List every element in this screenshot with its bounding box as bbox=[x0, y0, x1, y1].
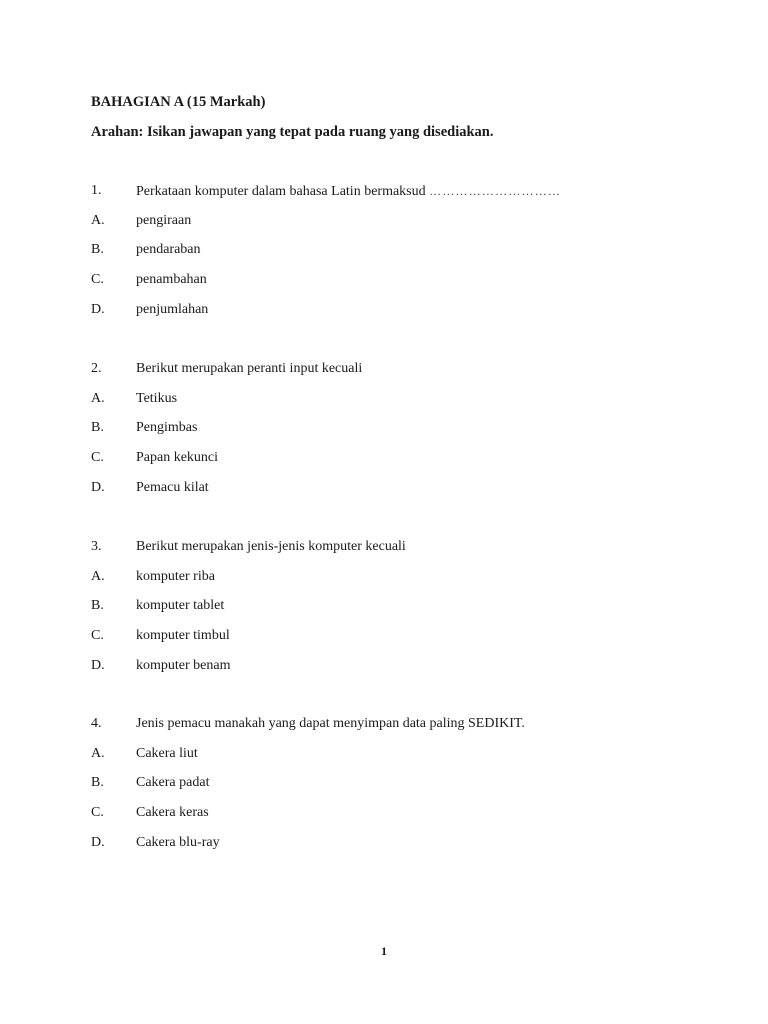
option-letter: D. bbox=[91, 834, 105, 850]
option-text: Pemacu kilat bbox=[136, 479, 209, 495]
option-letter: A. bbox=[91, 568, 105, 584]
option-letter: B. bbox=[91, 420, 104, 436]
question-text bbox=[136, 182, 561, 201]
question-stem bbox=[91, 182, 731, 212]
option-d bbox=[91, 479, 731, 509]
option-a bbox=[91, 745, 731, 775]
option-letter: D. bbox=[91, 479, 105, 495]
option-c bbox=[91, 449, 731, 479]
option-letter: C. bbox=[91, 272, 104, 288]
option-c bbox=[91, 271, 731, 301]
question-stem-text: Perkataan komputer dalam bahasa Latin bermaksud bbox=[136, 184, 426, 199]
option-text: Cakera keras bbox=[136, 805, 209, 821]
option-d bbox=[91, 301, 731, 331]
option-text: Pengimbas bbox=[136, 420, 198, 436]
question-number: 4. bbox=[91, 716, 102, 731]
question-stem bbox=[91, 360, 731, 390]
option-a bbox=[91, 390, 731, 420]
option-a bbox=[91, 568, 731, 598]
question-stem bbox=[91, 715, 731, 745]
question-1 bbox=[91, 182, 731, 330]
option-d bbox=[91, 657, 731, 687]
option-b bbox=[91, 419, 731, 449]
option-c bbox=[91, 627, 731, 657]
option-text: Cakera blu-ray bbox=[136, 834, 220, 850]
option-letter: A. bbox=[91, 745, 105, 761]
question-stem bbox=[91, 538, 731, 568]
option-text: komputer benam bbox=[136, 657, 231, 673]
option-letter: B. bbox=[91, 598, 104, 614]
option-text: pendaraban bbox=[136, 242, 201, 258]
option-text: pengiraan bbox=[136, 212, 192, 228]
option-a bbox=[91, 212, 731, 242]
answer-blank: ………………………… bbox=[429, 184, 562, 198]
question-4 bbox=[91, 715, 731, 863]
question-text: Berikut merupakan peranti input kecuali bbox=[136, 361, 363, 376]
question-2 bbox=[91, 360, 731, 508]
option-text: Cakera liut bbox=[136, 745, 198, 761]
section-instruction: Arahan: Isikan jawapan yang tepat pada ruang yang disediakan. bbox=[91, 124, 494, 140]
option-text: Tetikus bbox=[136, 390, 178, 406]
option-text: komputer tablet bbox=[136, 598, 225, 614]
option-letter: A. bbox=[91, 390, 105, 406]
question-text: Jenis pemacu manakah yang dapat menyimpan data paling SEDIKIT. bbox=[136, 716, 525, 731]
section-title: BAHAGIAN A (15 Markah) bbox=[91, 94, 266, 110]
option-c bbox=[91, 804, 731, 834]
question-text: Berikut merupakan jenis-jenis komputer kecuali bbox=[136, 539, 406, 554]
option-text: Papan kekunci bbox=[136, 450, 219, 466]
option-letter: C. bbox=[91, 450, 104, 466]
option-b bbox=[91, 774, 731, 804]
option-letter: B. bbox=[91, 242, 104, 258]
option-text: Cakera padat bbox=[136, 775, 210, 791]
page-number: 1 bbox=[381, 944, 387, 958]
option-letter: A. bbox=[91, 212, 105, 228]
option-letter: B. bbox=[91, 775, 104, 791]
option-b bbox=[91, 597, 731, 627]
option-text: penambahan bbox=[136, 272, 207, 288]
question-number: 2. bbox=[91, 361, 102, 376]
option-text: penjumlahan bbox=[136, 301, 209, 317]
option-letter: C. bbox=[91, 805, 104, 821]
option-d bbox=[91, 834, 731, 864]
question-number: 1. bbox=[91, 183, 102, 198]
option-b bbox=[91, 241, 731, 271]
option-letter: D. bbox=[91, 657, 105, 673]
option-letter: C. bbox=[91, 628, 104, 644]
question-number: 3. bbox=[91, 539, 102, 554]
option-letter: D. bbox=[91, 301, 105, 317]
option-text: komputer riba bbox=[136, 568, 215, 584]
option-text: komputer timbul bbox=[136, 628, 230, 644]
question-3 bbox=[91, 538, 731, 686]
